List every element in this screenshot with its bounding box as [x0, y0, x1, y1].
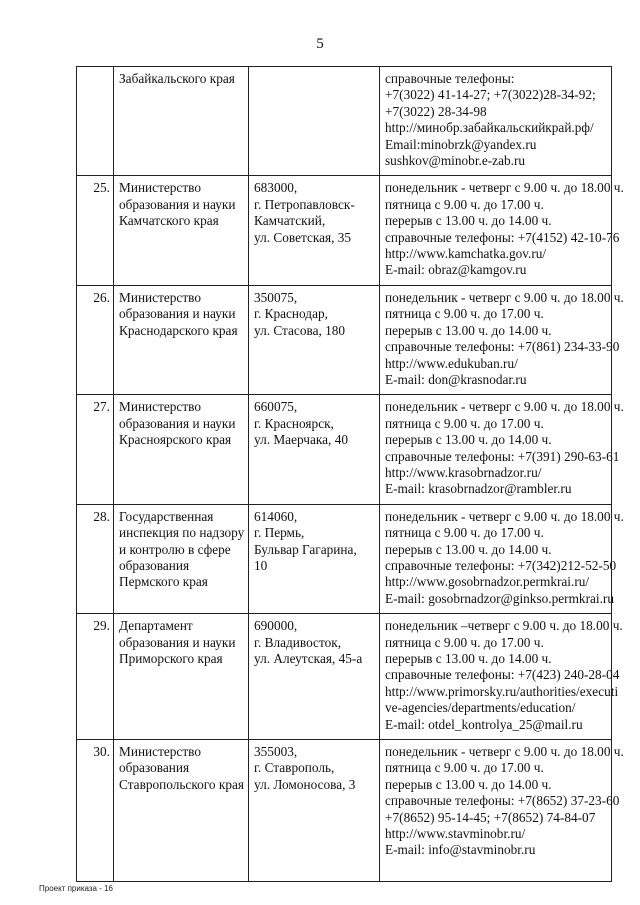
- agency-address-cell: [249, 504, 380, 613]
- agency-contacts-line: понедельник - четверг с 9.00 ч. до 18.00 ч.: [385, 508, 624, 524]
- agency-name-cell: [114, 504, 249, 613]
- agency-name-line: Ставропольского края: [119, 776, 244, 792]
- agency-name-line: образования: [119, 557, 190, 573]
- agency-contacts-line: http://www.krasobrnadzor.ru/: [385, 464, 542, 480]
- agency-address-line: 355003,: [254, 744, 298, 760]
- agency-contacts-line: справочные телефоны: +7(342)212-52-50: [385, 557, 617, 573]
- table-row: [77, 614, 612, 740]
- agency-contacts-cell: [380, 614, 623, 740]
- agency-name-cell: [114, 285, 249, 394]
- agency-contacts-line: +7(8652) 95-14-45; +7(8652) 74-84-07: [385, 809, 596, 825]
- table-row: [77, 67, 612, 176]
- agency-address-line: г. Краснодар,: [254, 306, 328, 322]
- agency-contacts-line: E-mail: gosobrnadzor@ginkso.permkrai.ru: [385, 590, 615, 606]
- agency-contacts-line: Email:minobrzk@yandex.ru: [385, 136, 537, 152]
- agency-address-line: Камчатский,: [254, 213, 326, 229]
- agency-contacts-line: http://www.gosobrnadzor.permkrai.ru/: [385, 574, 590, 590]
- agency-name-line: Министерство: [119, 180, 201, 196]
- agency-contacts-line: перерыв с 13.00 ч. до 14.00 ч.: [385, 651, 552, 666]
- agency-name-line: Забайкальского края: [119, 71, 235, 86]
- agency-contacts-line: перерыв с 13.00 ч. до 14.00 ч.: [385, 322, 552, 338]
- agency-address-line: ул. Маерчака, 40: [254, 432, 348, 448]
- agency-name-line: Пермского края: [119, 574, 208, 590]
- agency-address-line: 350075,: [254, 289, 298, 305]
- table-row: [77, 285, 612, 394]
- agency-name-line: образования и науки: [119, 306, 236, 322]
- agency-name-line: Государственная: [119, 508, 214, 524]
- agency-contacts-line: E-mail: info@stavminobr.ru: [385, 842, 536, 858]
- agency-address-line: г. Петропавловск-: [254, 196, 355, 212]
- agency-address-line: ул. Алеутская, 45-а: [254, 651, 363, 666]
- agency-address-line: 10: [254, 557, 268, 573]
- agency-name-line: Камчатского края: [119, 213, 219, 229]
- agency-name-line: Министерство: [119, 289, 201, 305]
- agency-contacts-line: справочные телефоны: +7(861) 234-33-90: [385, 339, 620, 355]
- agency-address-line: 690000,: [254, 618, 298, 634]
- agency-contacts-line: справочные телефоны:: [385, 71, 515, 86]
- agency-address-cell: [249, 395, 380, 504]
- agency-address-line: Бульвар Гагарина,: [254, 541, 357, 557]
- agency-contacts-cell: [380, 176, 624, 285]
- agency-name-line: образования и науки: [119, 415, 236, 431]
- table-row: [77, 176, 612, 285]
- agency-address-line: ул. Стасова, 180: [254, 322, 346, 338]
- agency-contacts-line: справочные телефоны: +7(423) 240-28-04: [385, 667, 620, 683]
- agency-contacts-line: sushkov@minobr.e-zab.ru: [385, 153, 526, 169]
- agency-contacts-line: перерыв с 13.00 ч. до 14.00 ч.: [385, 776, 552, 792]
- agency-contacts-line: перерыв с 13.00 ч. до 14.00 ч.: [385, 213, 552, 229]
- agency-address-line: ул. Ломоносова, 3: [254, 776, 356, 792]
- agency-contacts-line: пятница с 9.00 ч. до 17.00 ч.: [385, 525, 544, 541]
- agency-contacts-line: пятница с 9.00 ч. до 17.00 ч.: [385, 760, 544, 776]
- agency-contacts-line: справочные телефоны: +7(4152) 42-10-76: [385, 229, 620, 245]
- agency-contacts-line: понедельник –четверг с 9.00 ч. до 18.00 ч.: [385, 618, 623, 634]
- agencies-table: [76, 66, 624, 882]
- row-number: 25.: [77, 176, 114, 285]
- agency-contacts-line: E-mail: otdel_kontrolya_25@mail.ru: [385, 716, 583, 732]
- agency-name-cell: [114, 740, 249, 882]
- agency-contacts-cell: [380, 285, 624, 394]
- agency-contacts-cell: [380, 504, 624, 613]
- agency-contacts-line: E-mail: don@krasnodar.ru: [385, 371, 527, 387]
- agency-address-cell: [249, 176, 380, 285]
- row-number: 27.: [77, 395, 114, 504]
- agency-name-cell: [114, 614, 249, 740]
- agency-address-cell: [249, 614, 380, 740]
- agency-contacts-line: справочные телефоны: +7(8652) 37-23-60: [385, 793, 620, 809]
- agency-contacts-line: E-mail: obraz@kamgov.ru: [385, 262, 527, 278]
- agency-name-line: Министерство: [119, 744, 201, 760]
- agency-address-line: 683000,: [254, 180, 298, 196]
- agency-address-line: г. Красноярск,: [254, 415, 334, 431]
- agency-contacts-line: http://www.primorsky.ru/authorities/executi: [385, 683, 619, 699]
- agency-name-line: Министерство: [119, 399, 201, 415]
- footer-note: Проект приказа - 16: [39, 884, 113, 893]
- row-number: 28.: [77, 504, 114, 613]
- row-number: [77, 67, 114, 176]
- agency-name-line: образования: [119, 760, 190, 776]
- agency-contacts-line: пятница с 9.00 ч. до 17.00 ч.: [385, 634, 544, 650]
- agency-contacts-cell: [380, 740, 624, 882]
- agency-name-line: Красноярского края: [119, 432, 232, 448]
- row-number: 26.: [77, 285, 114, 394]
- agency-name-cell: [114, 176, 249, 285]
- agency-contacts-line: перерыв с 13.00 ч. до 14.00 ч.: [385, 541, 552, 557]
- agency-contacts-line: пятница с 9.00 ч. до 17.00 ч.: [385, 196, 544, 212]
- agency-address-line: ул. Советская, 35: [254, 229, 352, 245]
- row-number: 30.: [77, 740, 114, 882]
- agency-contacts-line: http://www.edukuban.ru/: [385, 355, 518, 371]
- agency-address-line: г. Владивосток,: [254, 634, 342, 650]
- agency-address-line: г. Пермь,: [254, 525, 305, 541]
- agency-name-line: и контролю в сфере: [119, 541, 231, 557]
- agency-contacts-line: понедельник - четверг с 9.00 ч. до 18.00 ч.: [385, 180, 624, 196]
- agency-contacts-line: перерыв с 13.00 ч. до 14.00 ч.: [385, 432, 552, 448]
- agency-contacts-line: +7(3022) 41-14-27; +7(3022)28-34-92;: [385, 87, 596, 103]
- agency-name-line: образования и науки: [119, 634, 236, 650]
- agency-address-cell: [249, 740, 380, 882]
- table-row: [77, 504, 612, 613]
- agency-contacts-line: +7(3022) 28-34-98: [385, 103, 487, 119]
- agency-contacts-line: справочные телефоны: +7(391) 290-63-61: [385, 448, 620, 464]
- page-number: 5: [316, 36, 324, 52]
- agency-contacts-line: пятница с 9.00 ч. до 17.00 ч.: [385, 415, 544, 431]
- agency-contacts-line: http://www.kamchatka.gov.ru/: [385, 246, 547, 262]
- agency-name-line: образования и науки: [119, 196, 236, 212]
- table-row: [77, 740, 612, 882]
- agency-contacts-line: http://www.stavminobr.ru/: [385, 826, 526, 842]
- agency-contacts-cell: [380, 395, 624, 504]
- agency-name-line: инспекция по надзору: [119, 525, 245, 541]
- agency-contacts-cell: [380, 67, 612, 176]
- agency-address-line: 614060,: [254, 508, 298, 524]
- agency-contacts-line: http://минобр.забайкальскийкрай.рф/: [385, 120, 594, 136]
- agency-name-line: Приморского края: [119, 651, 223, 666]
- row-number: 29.: [77, 614, 114, 740]
- agency-name-line: Департамент: [119, 618, 193, 634]
- agency-name-cell: [114, 67, 249, 176]
- agency-contacts-line: пятница с 9.00 ч. до 17.00 ч.: [385, 306, 544, 322]
- agency-contacts-line: понедельник - четверг с 9.00 ч. до 18.00 ч.: [385, 744, 624, 760]
- table-row: [77, 395, 612, 504]
- agency-address-line: 660075,: [254, 399, 298, 415]
- table-body: [77, 67, 624, 882]
- agency-contacts-line: понедельник - четверг с 9.00 ч. до 18.00 ч.: [385, 399, 624, 415]
- agency-contacts-line: E-mail: krasobrnadzor@rambler.ru: [385, 481, 572, 497]
- agency-address-cell: [249, 67, 380, 176]
- agency-contacts-line: ve-agencies/departments/education/: [385, 700, 576, 716]
- agency-contacts-line: понедельник - четверг с 9.00 ч. до 18.00 ч.: [385, 289, 624, 305]
- agency-name-line: Краснодарского края: [119, 322, 238, 338]
- agency-name-cell: [114, 395, 249, 504]
- agency-address-line: г. Ставрополь,: [254, 760, 335, 776]
- agency-address-cell: [249, 285, 380, 394]
